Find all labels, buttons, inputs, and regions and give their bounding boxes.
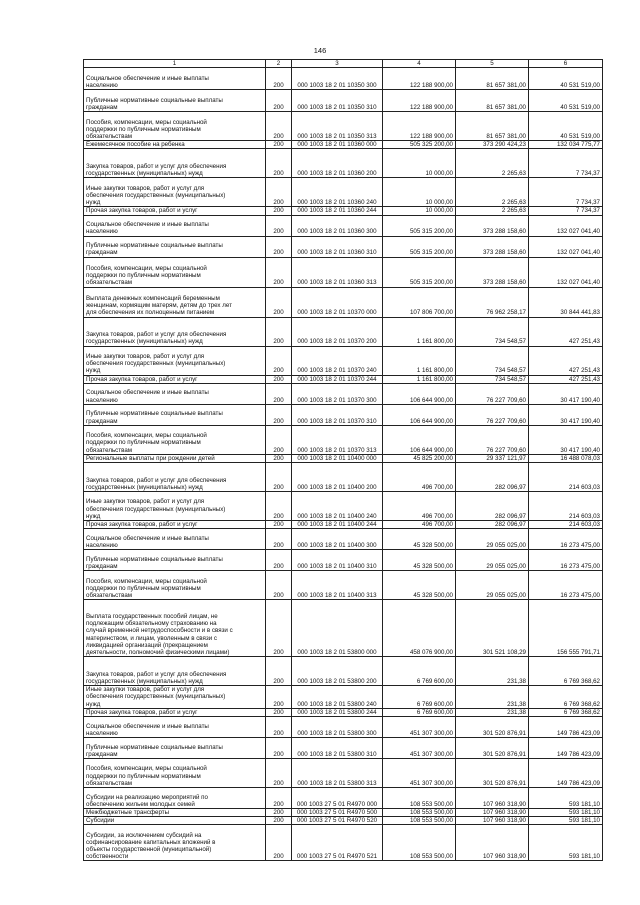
approved-amount-cell: 106 644 900,00 xyxy=(383,425,456,454)
table-row xyxy=(84,404,603,425)
header-cell: 5 xyxy=(456,60,529,68)
unexecuted-amount-cell: 6 769 368,62 xyxy=(529,708,603,716)
unexecuted-amount-cell: 132 034 775,77 xyxy=(529,141,603,149)
row-name-cell: Выплата денежных компенсаций беременным женщинам, кормящим матерям, детям до трех лет для обеспечения их полноценным питанием xyxy=(84,287,266,317)
unexecuted-amount-cell: 30 417 190,40 xyxy=(529,383,603,404)
executed-amount-cell: 301 520 876,91 xyxy=(456,759,529,788)
unexecuted-amount-cell: 40 531 519,00 xyxy=(529,90,603,112)
unexecuted-amount-cell: 427 251,43 xyxy=(529,375,603,383)
unexecuted-amount-cell: 593 181,10 xyxy=(529,788,603,809)
approved-amount-cell: 122 188 900,00 xyxy=(383,112,456,141)
table-row xyxy=(84,492,603,521)
row-name-cell: Пособия, компенсации, меры социальной поддержки по публичным нормативным обязательствам xyxy=(84,257,266,287)
executed-amount-cell: 107 960 318,90 xyxy=(456,817,529,825)
table-row xyxy=(84,708,603,716)
row-code-cell: 200 xyxy=(266,550,292,571)
unexecuted-amount-cell: 149 786 423,09 xyxy=(529,717,603,738)
executed-amount-cell: 231,38 xyxy=(456,686,529,709)
approved-amount-cell: 10 000,00 xyxy=(383,149,456,178)
row-code-cell: 200 xyxy=(266,717,292,738)
table-header-row xyxy=(84,60,603,68)
row-name-cell: Закупка товаров, работ и услуг для обеспечения государственных (муниципальных) нужд xyxy=(84,463,266,492)
unexecuted-amount-cell: 132 027 041,40 xyxy=(529,236,603,257)
executed-amount-cell: 734 548,57 xyxy=(456,317,529,346)
table-row xyxy=(84,529,603,550)
executed-amount-cell: 734 548,57 xyxy=(456,346,529,375)
approved-amount-cell: 496 700,00 xyxy=(383,521,456,529)
executed-amount-cell: 301 521 108,29 xyxy=(456,600,529,657)
approved-amount-cell: 108 553 500,00 xyxy=(383,825,456,861)
classification-code-cell: 000 1003 18 2 01 10400 000 xyxy=(292,454,383,462)
classification-code-cell: 000 1003 18 2 01 10370 310 xyxy=(292,404,383,425)
classification-code-cell: 000 1003 18 2 01 53800 313 xyxy=(292,759,383,788)
classification-code-cell: 000 1003 18 2 01 10360 200 xyxy=(292,149,383,178)
approved-amount-cell: 458 076 900,00 xyxy=(383,600,456,657)
row-name-cell: Прочая закупка товаров, работ и услуг xyxy=(84,521,266,529)
approved-amount-cell: 45 328 500,00 xyxy=(383,550,456,571)
approved-amount-cell: 6 769 600,00 xyxy=(383,657,456,686)
table-row xyxy=(84,788,603,809)
approved-amount-cell: 505 325 200,00 xyxy=(383,141,456,149)
table-row xyxy=(84,550,603,571)
approved-amount-cell: 45 328 500,00 xyxy=(383,571,456,600)
approved-amount-cell: 451 307 300,00 xyxy=(383,738,456,759)
table-row xyxy=(84,257,603,287)
approved-amount-cell: 45 328 500,00 xyxy=(383,529,456,550)
row-code-cell: 200 xyxy=(266,825,292,861)
unexecuted-amount-cell: 156 555 791,71 xyxy=(529,600,603,657)
executed-amount-cell: 76 962 258,17 xyxy=(456,287,529,317)
table-row xyxy=(84,149,603,178)
row-code-cell: 200 xyxy=(266,759,292,788)
approved-amount-cell: 107 806 700,00 xyxy=(383,287,456,317)
unexecuted-amount-cell: 427 251,43 xyxy=(529,317,603,346)
header-cell: 3 xyxy=(292,60,383,68)
classification-code-cell: 000 1003 18 2 01 10400 244 xyxy=(292,521,383,529)
executed-amount-cell: 107 960 318,90 xyxy=(456,809,529,817)
row-code-cell: 200 xyxy=(266,425,292,454)
row-name-cell: Социальное обеспечение и иные выплаты населению xyxy=(84,68,266,90)
approved-amount-cell: 108 553 500,00 xyxy=(383,809,456,817)
approved-amount-cell: 451 307 300,00 xyxy=(383,717,456,738)
row-name-cell: Субсидии, за исключением субсидий на софинансирование капитальных вложений в объекты государственной (муниципальной) собственности xyxy=(84,825,266,861)
executed-amount-cell: 81 657 381,00 xyxy=(456,68,529,90)
classification-code-cell: 000 1003 18 2 01 53800 300 xyxy=(292,717,383,738)
unexecuted-amount-cell: 214 603,03 xyxy=(529,521,603,529)
row-name-cell: Социальное обеспечение и иные выплаты населению xyxy=(84,529,266,550)
table-row xyxy=(84,717,603,738)
row-name-cell: Публичные нормативные социальные выплаты гражданам xyxy=(84,404,266,425)
executed-amount-cell: 107 960 318,90 xyxy=(456,788,529,809)
approved-amount-cell: 6 769 600,00 xyxy=(383,686,456,709)
executed-amount-cell: 29 055 025,00 xyxy=(456,529,529,550)
approved-amount-cell: 106 644 900,00 xyxy=(383,383,456,404)
executed-amount-cell: 231,38 xyxy=(456,708,529,716)
unexecuted-amount-cell: 149 786 423,09 xyxy=(529,759,603,788)
unexecuted-amount-cell: 132 027 041,40 xyxy=(529,215,603,236)
classification-code-cell: 000 1003 18 2 01 53800 240 xyxy=(292,686,383,709)
table-row xyxy=(84,207,603,215)
row-code-cell: 200 xyxy=(266,90,292,112)
classification-code-cell: 000 1003 18 2 01 10370 200 xyxy=(292,317,383,346)
row-name-cell: Субсидии на реализацию мероприятий по обеспечению жильем молодых семей xyxy=(84,788,266,809)
approved-amount-cell: 1 161 800,00 xyxy=(383,346,456,375)
table-row xyxy=(84,817,603,825)
row-name-cell: Иные закупки товаров, работ и услуг для обеспечения государственных (муниципальных) нужд xyxy=(84,686,266,709)
row-name-cell: Ежемесячное пособие на ребенка xyxy=(84,141,266,149)
approved-amount-cell: 451 307 300,00 xyxy=(383,759,456,788)
row-code-cell: 200 xyxy=(266,738,292,759)
table-row xyxy=(84,425,603,454)
row-name-cell: Закупка товаров, работ и услуг для обеспечения государственных (муниципальных) нужд xyxy=(84,317,266,346)
unexecuted-amount-cell: 40 531 519,00 xyxy=(529,112,603,141)
unexecuted-amount-cell: 593 181,10 xyxy=(529,817,603,825)
approved-amount-cell: 10 000,00 xyxy=(383,207,456,215)
executed-amount-cell: 81 657 381,00 xyxy=(456,112,529,141)
unexecuted-amount-cell: 132 027 041,40 xyxy=(529,257,603,287)
table-row xyxy=(84,600,603,657)
table-row xyxy=(84,141,603,149)
executed-amount-cell: 282 096,97 xyxy=(456,463,529,492)
executed-amount-cell: 373 288 158,60 xyxy=(456,257,529,287)
approved-amount-cell: 108 553 500,00 xyxy=(383,817,456,825)
classification-code-cell: 000 1003 18 2 01 10400 300 xyxy=(292,529,383,550)
executed-amount-cell: 231,38 xyxy=(456,657,529,686)
classification-code-cell: 000 1003 18 2 01 10370 240 xyxy=(292,346,383,375)
unexecuted-amount-cell: 593 181,10 xyxy=(529,825,603,861)
row-name-cell: Региональные выплаты при рождении детей xyxy=(84,454,266,462)
classification-code-cell: 000 1003 18 2 01 10350 313 xyxy=(292,112,383,141)
approved-amount-cell: 122 188 900,00 xyxy=(383,90,456,112)
executed-amount-cell: 282 096,97 xyxy=(456,521,529,529)
unexecuted-amount-cell: 30 417 190,40 xyxy=(529,404,603,425)
row-code-cell: 200 xyxy=(266,600,292,657)
row-name-cell: Прочая закупка товаров, работ и услуг xyxy=(84,708,266,716)
row-name-cell: Социальное обеспечение и иные выплаты населению xyxy=(84,383,266,404)
row-name-cell: Пособия, компенсации, меры социальной поддержки по публичным нормативным обязательствам xyxy=(84,571,266,600)
row-name-cell: Иные закупки товаров, работ и услуг для обеспечения государственных (муниципальных) нужд xyxy=(84,178,266,207)
row-code-cell: 200 xyxy=(266,68,292,90)
row-code-cell: 200 xyxy=(266,404,292,425)
classification-code-cell: 000 1003 18 2 01 53800 200 xyxy=(292,657,383,686)
executed-amount-cell: 2 265,63 xyxy=(456,207,529,215)
table-row xyxy=(84,68,603,90)
table-row xyxy=(84,375,603,383)
row-name-cell: Межбюджетные трансферты xyxy=(84,809,266,817)
row-code-cell: 200 xyxy=(266,236,292,257)
row-name-cell: Пособия, компенсации, меры социальной поддержки по публичным нормативным обязательствам xyxy=(84,759,266,788)
row-name-cell: Публичные нормативные социальные выплаты гражданам xyxy=(84,90,266,112)
classification-code-cell: 000 1003 27 5 01 R4970 000 xyxy=(292,788,383,809)
row-code-cell: 200 xyxy=(266,788,292,809)
row-code-cell: 200 xyxy=(266,571,292,600)
classification-code-cell: 000 1003 18 2 01 53800 000 xyxy=(292,600,383,657)
row-code-cell: 200 xyxy=(266,463,292,492)
approved-amount-cell: 496 700,00 xyxy=(383,463,456,492)
row-name-cell: Прочая закупка товаров, работ и услуг xyxy=(84,207,266,215)
budget-execution-table xyxy=(83,59,603,861)
table-row xyxy=(84,112,603,141)
table-row xyxy=(84,571,603,600)
executed-amount-cell: 734 548,57 xyxy=(456,375,529,383)
executed-amount-cell: 81 657 381,00 xyxy=(456,90,529,112)
row-name-cell: Иные закупки товаров, работ и услуг для обеспечения государственных (муниципальных) нужд xyxy=(84,492,266,521)
approved-amount-cell: 106 644 900,00 xyxy=(383,404,456,425)
row-code-cell: 200 xyxy=(266,375,292,383)
unexecuted-amount-cell: 6 769 368,62 xyxy=(529,657,603,686)
approved-amount-cell: 505 315 200,00 xyxy=(383,236,456,257)
unexecuted-amount-cell: 16 273 475,00 xyxy=(529,550,603,571)
classification-code-cell: 000 1003 18 2 01 10400 240 xyxy=(292,492,383,521)
row-name-cell: Выплата государственных пособий лицам, не подлежащим обязательному страхованию на случай временной нетрудоспособности и в связи с материнством, и лицам, уволенным в связи с ликвидацией организаций (прекращением деятельности, полномочий физическими лицами) xyxy=(84,600,266,657)
executed-amount-cell: 373 288 158,60 xyxy=(456,236,529,257)
classification-code-cell: 000 1003 18 2 01 10400 310 xyxy=(292,550,383,571)
classification-code-cell: 000 1003 18 2 01 10350 310 xyxy=(292,90,383,112)
unexecuted-amount-cell: 16 273 475,00 xyxy=(529,571,603,600)
approved-amount-cell: 496 700,00 xyxy=(383,492,456,521)
unexecuted-amount-cell: 40 531 519,00 xyxy=(529,68,603,90)
executed-amount-cell: 107 960 318,90 xyxy=(456,825,529,861)
table-row xyxy=(84,809,603,817)
unexecuted-amount-cell: 214 603,03 xyxy=(529,463,603,492)
unexecuted-amount-cell: 7 734,37 xyxy=(529,178,603,207)
classification-code-cell: 000 1003 18 2 01 10400 200 xyxy=(292,463,383,492)
executed-amount-cell: 373 290 424,23 xyxy=(456,141,529,149)
approved-amount-cell: 10 000,00 xyxy=(383,178,456,207)
row-code-cell: 200 xyxy=(266,287,292,317)
executed-amount-cell: 29 055 025,00 xyxy=(456,550,529,571)
table-row xyxy=(84,759,603,788)
row-code-cell: 200 xyxy=(266,346,292,375)
row-code-cell: 200 xyxy=(266,454,292,462)
classification-code-cell: 000 1003 18 2 01 10360 310 xyxy=(292,236,383,257)
table-row xyxy=(84,521,603,529)
table-row xyxy=(84,463,603,492)
row-name-cell: Социальное обеспечение и иные выплаты населению xyxy=(84,717,266,738)
approved-amount-cell: 122 188 900,00 xyxy=(383,68,456,90)
row-code-cell: 200 xyxy=(266,809,292,817)
table-row xyxy=(84,825,603,861)
executed-amount-cell: 2 265,63 xyxy=(456,149,529,178)
table-row xyxy=(84,454,603,462)
row-name-cell: Субсидии xyxy=(84,817,266,825)
classification-code-cell: 000 1003 18 2 01 10360 000 xyxy=(292,141,383,149)
classification-code-cell: 000 1003 18 2 01 10360 300 xyxy=(292,215,383,236)
classification-code-cell: 000 1003 18 2 01 53800 310 xyxy=(292,738,383,759)
header-cell: 6 xyxy=(529,60,603,68)
row-code-cell: 200 xyxy=(266,257,292,287)
classification-code-cell: 000 1003 18 2 01 10360 240 xyxy=(292,178,383,207)
classification-code-cell: 000 1003 18 2 01 10370 313 xyxy=(292,425,383,454)
table-row xyxy=(84,686,603,709)
row-code-cell: 200 xyxy=(266,529,292,550)
unexecuted-amount-cell: 214 603,03 xyxy=(529,492,603,521)
table-row xyxy=(84,178,603,207)
classification-code-cell: 000 1003 18 2 01 10370 244 xyxy=(292,375,383,383)
row-code-cell: 200 xyxy=(266,657,292,686)
row-code-cell: 200 xyxy=(266,686,292,709)
row-name-cell: Социальное обеспечение и иные выплаты населению xyxy=(84,215,266,236)
classification-code-cell: 000 1003 18 2 01 10360 244 xyxy=(292,207,383,215)
row-code-cell: 200 xyxy=(266,383,292,404)
table-row xyxy=(84,657,603,686)
executed-amount-cell: 301 520 876,91 xyxy=(456,717,529,738)
row-code-cell: 200 xyxy=(266,317,292,346)
executed-amount-cell: 373 288 158,60 xyxy=(456,215,529,236)
unexecuted-amount-cell: 16 273 475,00 xyxy=(529,529,603,550)
unexecuted-amount-cell: 149 786 423,09 xyxy=(529,738,603,759)
unexecuted-amount-cell: 7 734,37 xyxy=(529,207,603,215)
row-name-cell: Прочая закупка товаров, работ и услуг xyxy=(84,375,266,383)
table-row xyxy=(84,287,603,317)
executed-amount-cell: 2 265,63 xyxy=(456,178,529,207)
table-row xyxy=(84,346,603,375)
approved-amount-cell: 1 161 800,00 xyxy=(383,317,456,346)
unexecuted-amount-cell: 16 488 078,03 xyxy=(529,454,603,462)
header-cell: 4 xyxy=(383,60,456,68)
approved-amount-cell: 45 825 200,00 xyxy=(383,454,456,462)
approved-amount-cell: 505 315 200,00 xyxy=(383,215,456,236)
executed-amount-cell: 29 337 121,97 xyxy=(456,454,529,462)
classification-code-cell: 000 1003 18 2 01 10350 300 xyxy=(292,68,383,90)
classification-code-cell: 000 1003 18 2 01 53800 244 xyxy=(292,708,383,716)
executed-amount-cell: 76 227 709,60 xyxy=(456,383,529,404)
classification-code-cell: 000 1003 18 2 01 10400 313 xyxy=(292,571,383,600)
classification-code-cell: 000 1003 27 5 01 R4970 521 xyxy=(292,825,383,861)
row-name-cell: Публичные нормативные социальные выплаты гражданам xyxy=(84,550,266,571)
approved-amount-cell: 1 161 800,00 xyxy=(383,375,456,383)
header-cell: 1 xyxy=(84,60,266,68)
row-code-cell: 200 xyxy=(266,492,292,521)
row-code-cell: 200 xyxy=(266,817,292,825)
row-code-cell: 200 xyxy=(266,207,292,215)
table-row xyxy=(84,236,603,257)
page-number: 146 xyxy=(313,46,327,55)
table-row xyxy=(84,90,603,112)
row-name-cell: Закупка товаров, работ и услуг для обеспечения государственных (муниципальных) нужд xyxy=(84,657,266,686)
row-code-cell: 200 xyxy=(266,708,292,716)
executed-amount-cell: 29 055 025,00 xyxy=(456,571,529,600)
row-name-cell: Пособия, компенсации, меры социальной поддержки по публичным нормативным обязательствам xyxy=(84,425,266,454)
classification-code-cell: 000 1003 18 2 01 10370 000 xyxy=(292,287,383,317)
row-code-cell: 200 xyxy=(266,141,292,149)
executed-amount-cell: 301 520 876,91 xyxy=(456,738,529,759)
table-row xyxy=(84,738,603,759)
row-code-cell: 200 xyxy=(266,149,292,178)
row-code-cell: 200 xyxy=(266,521,292,529)
unexecuted-amount-cell: 7 734,37 xyxy=(529,149,603,178)
table-row xyxy=(84,383,603,404)
approved-amount-cell: 108 553 500,00 xyxy=(383,788,456,809)
unexecuted-amount-cell: 427 251,43 xyxy=(529,346,603,375)
header-cell: 2 xyxy=(266,60,292,68)
row-code-cell: 200 xyxy=(266,215,292,236)
row-name-cell: Публичные нормативные социальные выплаты гражданам xyxy=(84,236,266,257)
classification-code-cell: 000 1003 27 5 01 R4970 500 xyxy=(292,809,383,817)
classification-code-cell: 000 1003 18 2 01 10370 300 xyxy=(292,383,383,404)
row-name-cell: Публичные нормативные социальные выплаты гражданам xyxy=(84,738,266,759)
unexecuted-amount-cell: 30 844 441,83 xyxy=(529,287,603,317)
row-code-cell: 200 xyxy=(266,112,292,141)
row-name-cell: Пособия, компенсации, меры социальной поддержки по публичным нормативным обязательствам xyxy=(84,112,266,141)
row-name-cell: Закупка товаров, работ и услуг для обеспечения государственных (муниципальных) нужд xyxy=(84,149,266,178)
executed-amount-cell: 282 096,97 xyxy=(456,492,529,521)
classification-code-cell: 000 1003 27 5 01 R4970 520 xyxy=(292,817,383,825)
unexecuted-amount-cell: 593 181,10 xyxy=(529,809,603,817)
row-name-cell: Иные закупки товаров, работ и услуг для обеспечения государственных (муниципальных) нужд xyxy=(84,346,266,375)
approved-amount-cell: 505 315 200,00 xyxy=(383,257,456,287)
table-row xyxy=(84,317,603,346)
classification-code-cell: 000 1003 18 2 01 10360 313 xyxy=(292,257,383,287)
unexecuted-amount-cell: 6 769 368,62 xyxy=(529,686,603,709)
row-code-cell: 200 xyxy=(266,178,292,207)
approved-amount-cell: 6 769 600,00 xyxy=(383,708,456,716)
table-row xyxy=(84,215,603,236)
unexecuted-amount-cell: 30 417 190,40 xyxy=(529,425,603,454)
executed-amount-cell: 76 227 709,60 xyxy=(456,404,529,425)
executed-amount-cell: 76 227 709,60 xyxy=(456,425,529,454)
